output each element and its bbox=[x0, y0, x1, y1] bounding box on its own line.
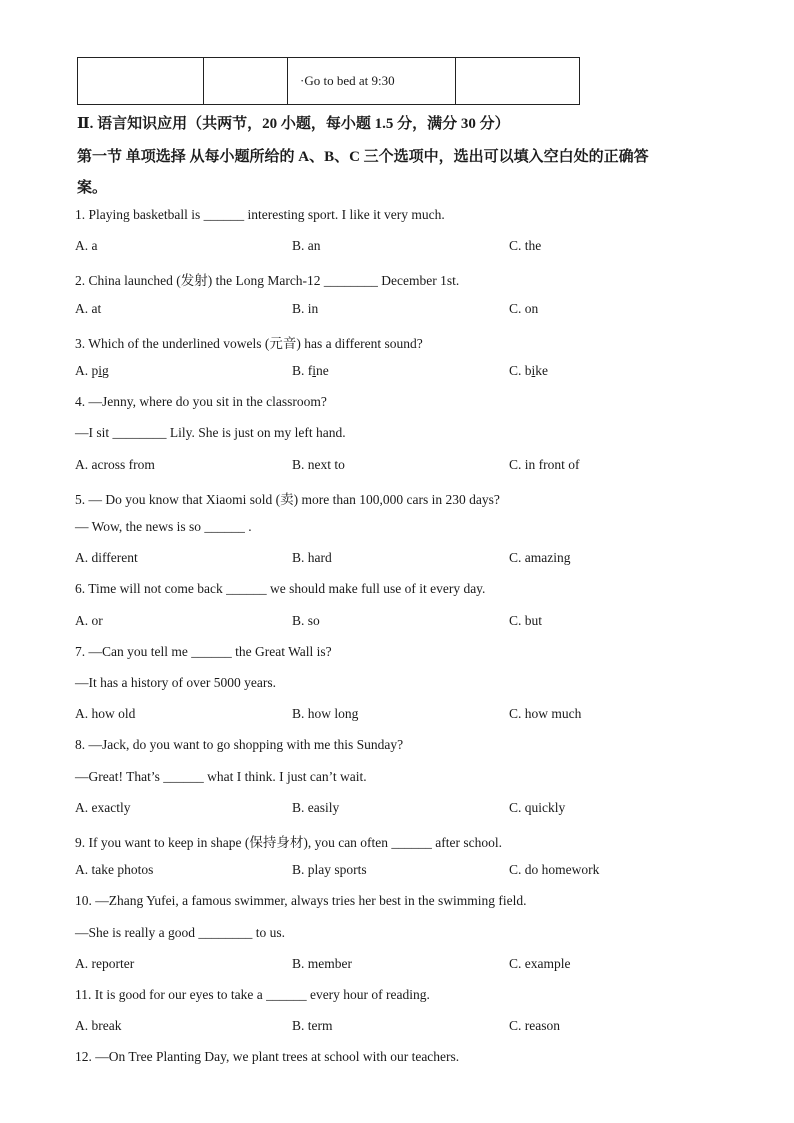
table-row bbox=[78, 58, 580, 105]
option-a[interactable]: A. at bbox=[75, 301, 102, 316]
option-a[interactable]: A. exactly bbox=[75, 800, 131, 815]
underlined-vowel: i bbox=[98, 363, 103, 378]
question-4: 4. —Jenny, where do you sit in the classroom? bbox=[75, 394, 327, 409]
question-5: 5. — Do you know that Xiaomi sold (卖) more than 100,000 cars in 230 days? bbox=[75, 492, 500, 507]
option-a[interactable]: A. break bbox=[75, 1018, 122, 1033]
option-b[interactable]: B. an bbox=[292, 238, 321, 253]
question-8: 8. —Jack, do you want to go shopping with me this Sunday? bbox=[75, 737, 404, 752]
option-c[interactable]: C. in front of bbox=[509, 457, 580, 472]
option-c[interactable]: C. the bbox=[509, 238, 542, 253]
option-text: ke bbox=[535, 363, 549, 378]
option-text: ne bbox=[316, 363, 329, 378]
option-c[interactable]: C. quickly bbox=[509, 800, 566, 815]
option-a[interactable]: A. different bbox=[75, 550, 138, 565]
option-a[interactable]: A. take photos bbox=[75, 862, 154, 877]
option-b[interactable]: B. how long bbox=[292, 706, 359, 721]
table-cell bbox=[78, 58, 204, 105]
option-a[interactable]: A. across from bbox=[75, 457, 155, 472]
question-8-line-2: —Great! That’s ______ what I think. I just can’t wait. bbox=[75, 769, 367, 784]
option-b[interactable]: B. term bbox=[292, 1018, 333, 1033]
option-b[interactable]: B. so bbox=[292, 613, 320, 628]
question-5-line-2: — Wow, the news is so ______ . bbox=[75, 519, 252, 534]
option-text: g bbox=[102, 363, 109, 378]
option-c[interactable]: C. amazing bbox=[509, 550, 571, 565]
option-text: C. b bbox=[509, 363, 532, 378]
option-b[interactable]: B. easily bbox=[292, 800, 340, 815]
option-c[interactable] bbox=[509, 363, 548, 379]
question-9: 9. If you want to keep in shape (保持身材), you can often ______ after school. bbox=[75, 835, 503, 850]
question-4-line-2: —I sit ________ Lily. She is just on my left hand. bbox=[75, 425, 346, 440]
option-c[interactable]: C. but bbox=[509, 613, 543, 628]
option-a[interactable]: A. how old bbox=[75, 706, 136, 721]
option-c[interactable]: C. how much bbox=[509, 706, 582, 721]
question-7-line-2: —It has a history of over 5000 years. bbox=[75, 675, 276, 690]
option-b[interactable]: B. next to bbox=[292, 457, 345, 472]
table-cell bbox=[456, 58, 580, 105]
option-b[interactable]: B. member bbox=[292, 956, 352, 971]
question-10-line-2: —She is really a good ________ to us. bbox=[75, 925, 285, 940]
question-2: 2. China launched (发射) the Long March-12 ________ December 1st. bbox=[75, 273, 460, 288]
option-text: B. f bbox=[292, 363, 313, 378]
schedule-table bbox=[77, 57, 580, 105]
question-3: 3. Which of the underlined vowels (元音) has a different sound? bbox=[75, 336, 423, 351]
underlined-vowel: i bbox=[531, 363, 536, 378]
table-cell bbox=[204, 58, 288, 105]
option-b[interactable] bbox=[292, 363, 329, 379]
option-c[interactable]: C. do homework bbox=[509, 862, 600, 877]
question-10: 10. —Zhang Yufei, a famous swimmer, always tries her best in the swimming field. bbox=[75, 893, 527, 908]
question-11: 11. It is good for our eyes to take a ______ every hour of reading. bbox=[75, 987, 430, 1002]
option-b[interactable]: B. play sports bbox=[292, 862, 367, 877]
option-c[interactable]: C. example bbox=[509, 956, 571, 971]
section-instruction: 第一节 单项选择 从每小题所给的 A、B、C 三个选项中，选出可以填入空白处的正确答 bbox=[77, 149, 649, 165]
option-a[interactable] bbox=[75, 363, 109, 379]
option-c[interactable]: C. reason bbox=[509, 1018, 560, 1033]
question-7: 7. —Can you tell me ______ the Great Wall is? bbox=[75, 644, 332, 659]
option-text: A. p bbox=[75, 363, 99, 378]
option-a[interactable]: A. a bbox=[75, 238, 98, 253]
question-1: 1. Playing basketball is ______ interesting sport. I like it very much. bbox=[75, 207, 445, 222]
option-b[interactable]: B. hard bbox=[292, 550, 332, 565]
section-title: Ⅱ. 语言知识应用（共两节，20 小题，每小题 1.5 分，满分 30 分） bbox=[77, 116, 510, 132]
table-cell: ·Go to bed at 9:30 bbox=[288, 58, 456, 105]
question-6: 6. Time will not come back ______ we should make full use of it every day. bbox=[75, 581, 486, 596]
option-a[interactable]: A. reporter bbox=[75, 956, 135, 971]
option-a[interactable]: A. or bbox=[75, 613, 103, 628]
underlined-vowel: i bbox=[312, 363, 317, 378]
option-c[interactable]: C. on bbox=[509, 301, 539, 316]
question-12: 12. —On Tree Planting Day, we plant trees at school with our teachers. bbox=[75, 1049, 460, 1064]
option-b[interactable]: B. in bbox=[292, 301, 319, 316]
section-instruction: 案。 bbox=[77, 180, 108, 196]
